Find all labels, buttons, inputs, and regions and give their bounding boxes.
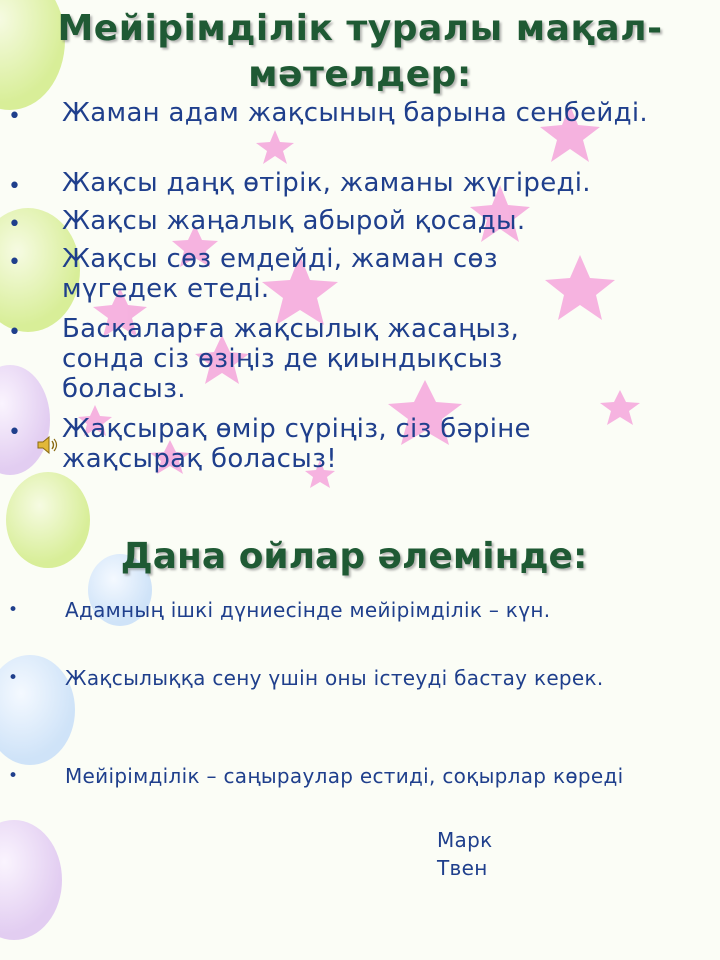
quote-author: Марк Твен	[437, 828, 493, 880]
bullet: •	[8, 104, 21, 129]
section-subtitle: Дана ойлар әлемінде:	[120, 536, 588, 577]
bullet: •	[8, 600, 19, 620]
quote-text: Адамның ішкі дүниесінде мейірімділік – күн.	[65, 598, 551, 622]
proverb-text: Жаман адам жақсының барына сенбейді.	[62, 98, 648, 128]
proverb-text: Жақсырақ өмір сүріңіз, сіз бәріне жақсырақ боласыз!	[62, 414, 531, 474]
bullet: •	[8, 420, 21, 445]
proverb-text: Жақсы жаңалық абырой қосады.	[62, 206, 526, 236]
page-title: Мейірімділік туралы мақал-мәтелдер:	[57, 8, 663, 95]
bullet: •	[8, 766, 19, 786]
bullet: •	[8, 320, 21, 345]
bullet: •	[8, 668, 19, 688]
quote-text: Жақсылыққа сену үшін оны істеуді бастау керек.	[65, 666, 604, 690]
bullet: •	[8, 250, 21, 275]
speaker-icon[interactable]	[36, 434, 60, 456]
quote-text: Мейірімділік – саңыраулар естиді, соқырлар көреді	[65, 764, 624, 788]
proverb-text: Жақсы даңқ өтірік, жаманы жүгіреді.	[62, 168, 591, 198]
proverb-text: Басқаларға жақсылық жасаңыз, сонда сіз өзіңіз де қиындықсыз боласыз.	[62, 314, 520, 404]
bullet: •	[8, 212, 21, 237]
balloon-decoration	[0, 820, 62, 940]
bullet: •	[8, 174, 21, 199]
proverb-text: Жақсы сөз емдейді, жаман сөз мүгедек етеді.	[62, 244, 498, 304]
